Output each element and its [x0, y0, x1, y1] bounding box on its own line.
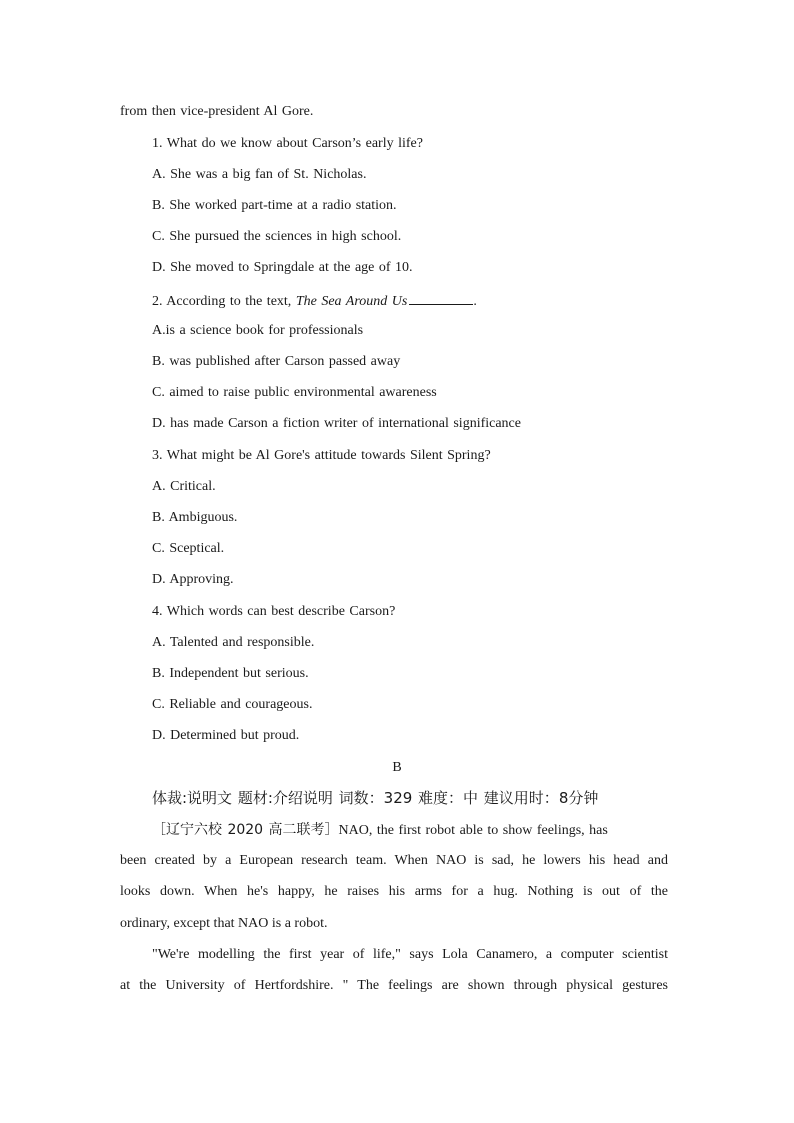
- question-1-option-b: B. She worked part-time at a radio station.: [152, 198, 397, 213]
- question-3: 3. What might be Al Gore's attitude towards Silent Spring?: [152, 448, 491, 463]
- question-1-option-c: C. She pursued the sciences in high school.: [152, 229, 402, 244]
- passage-line: at the University of Hertfordshire. " The feelings are shown through physical gestures: [120, 978, 668, 993]
- question-1-option-a: A. She was a big fan of St. Nicholas.: [152, 167, 367, 182]
- passage-text: NAO, the first robot able to show feelings, has: [338, 823, 608, 838]
- question-2-option-d: D. has made Carson a fiction writer of international significance: [152, 416, 521, 431]
- passage-line: from then vice-president Al Gore.: [120, 104, 314, 119]
- answer-blank: [409, 291, 473, 305]
- question-4-option-d: D. Determined but proud.: [152, 728, 300, 743]
- question-2-option-b: B. was published after Carson passed away: [152, 354, 401, 369]
- question-4: 4. Which words can best describe Carson?: [152, 604, 396, 619]
- question-3-option-c: C. Sceptical.: [152, 541, 225, 556]
- question-4-option-b: B. Independent but serious.: [152, 666, 309, 681]
- question-3-option-a: A. Critical.: [152, 479, 216, 494]
- question-2-book-title: The Sea Around Us: [295, 294, 408, 309]
- passage-paragraph-2-first-line: "We're modelling the first year of life," says Lola Canamero, a computer scientist: [152, 947, 668, 962]
- question-3-option-b: B. Ambiguous.: [152, 510, 238, 525]
- question-3-option-d: D. Approving.: [152, 572, 234, 587]
- question-1-option-d: D. She moved to Springdale at the age of 10.: [152, 260, 413, 275]
- question-2-option-c: C. aimed to raise public environmental awareness: [152, 385, 437, 400]
- question-4-option-c: C. Reliable and courageous.: [152, 697, 313, 712]
- passage-meta-info: 体裁:说明文 题材:介绍说明 词数：329 难度：中 建议用时：8分钟: [152, 789, 599, 807]
- question-4-option-a: A. Talented and responsible.: [152, 635, 315, 650]
- question-2: [152, 291, 477, 311]
- question-2-option-a: A.is a science book for professionals: [152, 323, 364, 338]
- passage-line: looks down. When he's happy, he raises his arms for a hug. Nothing is out of the: [120, 884, 668, 899]
- question-2-suffix: .: [473, 294, 477, 309]
- passage-line: ordinary, except that NAO is a robot.: [120, 916, 328, 931]
- passage-paragraph-1-first-line: [152, 821, 608, 840]
- question-2-prefix: 2. According to the text,: [152, 294, 296, 309]
- passage-line: been created by a European research team. When NAO is sad, he lowers his head and: [120, 853, 668, 868]
- question-1: 1. What do we know about Carson’s early life?: [152, 136, 423, 151]
- passage-source: ［辽宁六校 2020 高二联考］: [152, 822, 339, 838]
- section-heading: B: [392, 760, 402, 775]
